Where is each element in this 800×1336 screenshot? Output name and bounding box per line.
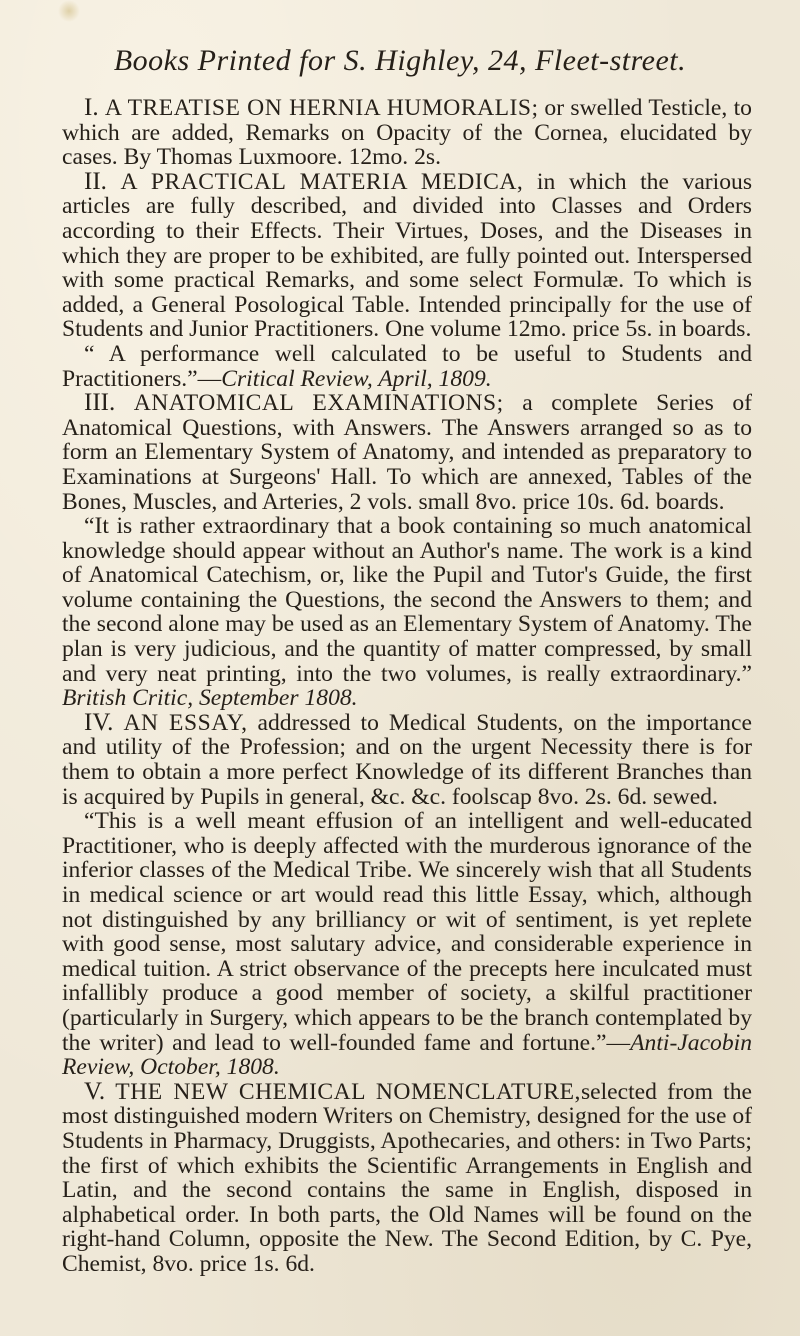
list-item-quote bbox=[62, 342, 752, 391]
list-item bbox=[62, 96, 752, 170]
ink-stain bbox=[58, 0, 80, 22]
entry-number: II. bbox=[84, 167, 107, 195]
entry-number: V. bbox=[84, 1077, 106, 1105]
list-item bbox=[62, 1077, 753, 1277]
entry-quote: “ A performance well calculated to be useful to Students and Practitioners.”— bbox=[62, 340, 752, 392]
entry-title: ANATOMICAL EXAMINATIONS; bbox=[133, 390, 504, 417]
page-header: Books Printed for S. Highley, 24, Fleet-street. bbox=[113, 44, 687, 77]
entry-body: selected from the most distinguished modern Writers on Chemistry, designed for the use of Students in Pharmacy, Druggists, Apothecaries, and others: in Two Parts; the first of which exhibits the Scientific Arrangements in English and Latin, and the second contains the same in English, disposed in alphabetical order. In both parts, the Old Names will be found on the right-hand Column, opposite the New. The Second Edition, by C. Pye, Chemist, 8vo. price 1s. 6d. bbox=[62, 1078, 753, 1277]
entry-title: A PRACTICAL MATERIA MEDICA, bbox=[120, 168, 524, 195]
list-item-quote bbox=[62, 514, 752, 711]
entry-title: A TREATISE ON HERNIA HUMORALIS bbox=[104, 95, 532, 121]
entry-title: AN ESSAY, bbox=[123, 709, 248, 736]
entry-body: in which the various articles are fully described, and divided into Classes and Orders according to their Effects. Their Virtues, Doses, and the Diseases in which they are proper to be exhibited, are fully pointed out. Interspersed with some practical Remarks, and some select Formulæ. To which is added, a General Posological Table. Intended principally for the use of Students and Junior Practitioners. One volume 12mo. price 5s. in boards. bbox=[62, 168, 752, 343]
entry-quote: “It is rather extraordinary that a book containing so much anatomical knowledge should appear without an Author's name. The work is a kind of Anatomical Catechism, or, like the Pupil and Tutor's Guide, the first volume containing the Questions, the second the Answers to them; and the second alone may be used as an Elementary System of Anatomy. The plan is very judicious, and the quantity of matter compressed, by small and very neat printing, into the two volumes, is really extraordinary.” bbox=[62, 513, 752, 687]
entry-quote: “This is a well meant effusion of an intelligent and well-educated Practitioner, who is deeply affected with the murderous ignorance of the inferior classes of the Medical Tribe. We sincerely wish that all Students in medical science or art would read this little Essay, which, although not distinguished by any brilliancy or wit of sentiment, is yet replete with good sense, most salutary advice, and considerable experience in medical tuition. A strict observance of the precepts here inculcated must infallibly produce a good member of society, a skilful practitioner (particularly in Surgery, which appears to be the branch contemplated by the writer) and lead to well-founded fame and fortune.”— bbox=[62, 808, 752, 1056]
entry-number: III. bbox=[84, 389, 116, 417]
list-item bbox=[62, 391, 752, 514]
list-item bbox=[62, 167, 752, 343]
entry-review-source: Anti-Jacobin Review, October, 1808. bbox=[62, 1029, 752, 1081]
entry-number: IV. bbox=[84, 708, 114, 736]
list-item bbox=[62, 708, 752, 810]
advertisement-list bbox=[62, 96, 752, 1277]
entry-number: I. bbox=[84, 94, 99, 121]
entry-review-source: British Critic, September 1808. bbox=[62, 685, 358, 712]
entry-review-source: Critical Review, April, 1809. bbox=[221, 365, 492, 392]
entry-title: THE NEW CHEMICAL NOMENCLATURE, bbox=[115, 1078, 581, 1105]
entry-body: ; or swelled Testicle, to which are added, Remarks on Opacity of the Cornea, elucidated by cases. By Thomas Luxmoore. 12mo. 2s. bbox=[62, 95, 752, 171]
list-item-quote bbox=[62, 809, 752, 1080]
entry-body: addressed to Medical Students, on the importance and utility of the Profession; and on the urgent Necessity there is for them to obtain a more perfect Knowledge of its different Branches than is acquired by Pupils in general, &c. &c. foolscap 8vo. 2s. 6d. sewed. bbox=[62, 709, 752, 810]
entry-body: a complete Series of Anatomical Questions, with Answers. The Answers arranged so as to form an Elementary System of Anatomy, and intended as preparatory to Examinations at Surgeons' Hall. To which are annexed, Tables of the Bones, Muscles, and Arteries, 2 vols. small 8vo. price 10s. 6d. boards. bbox=[62, 390, 752, 515]
